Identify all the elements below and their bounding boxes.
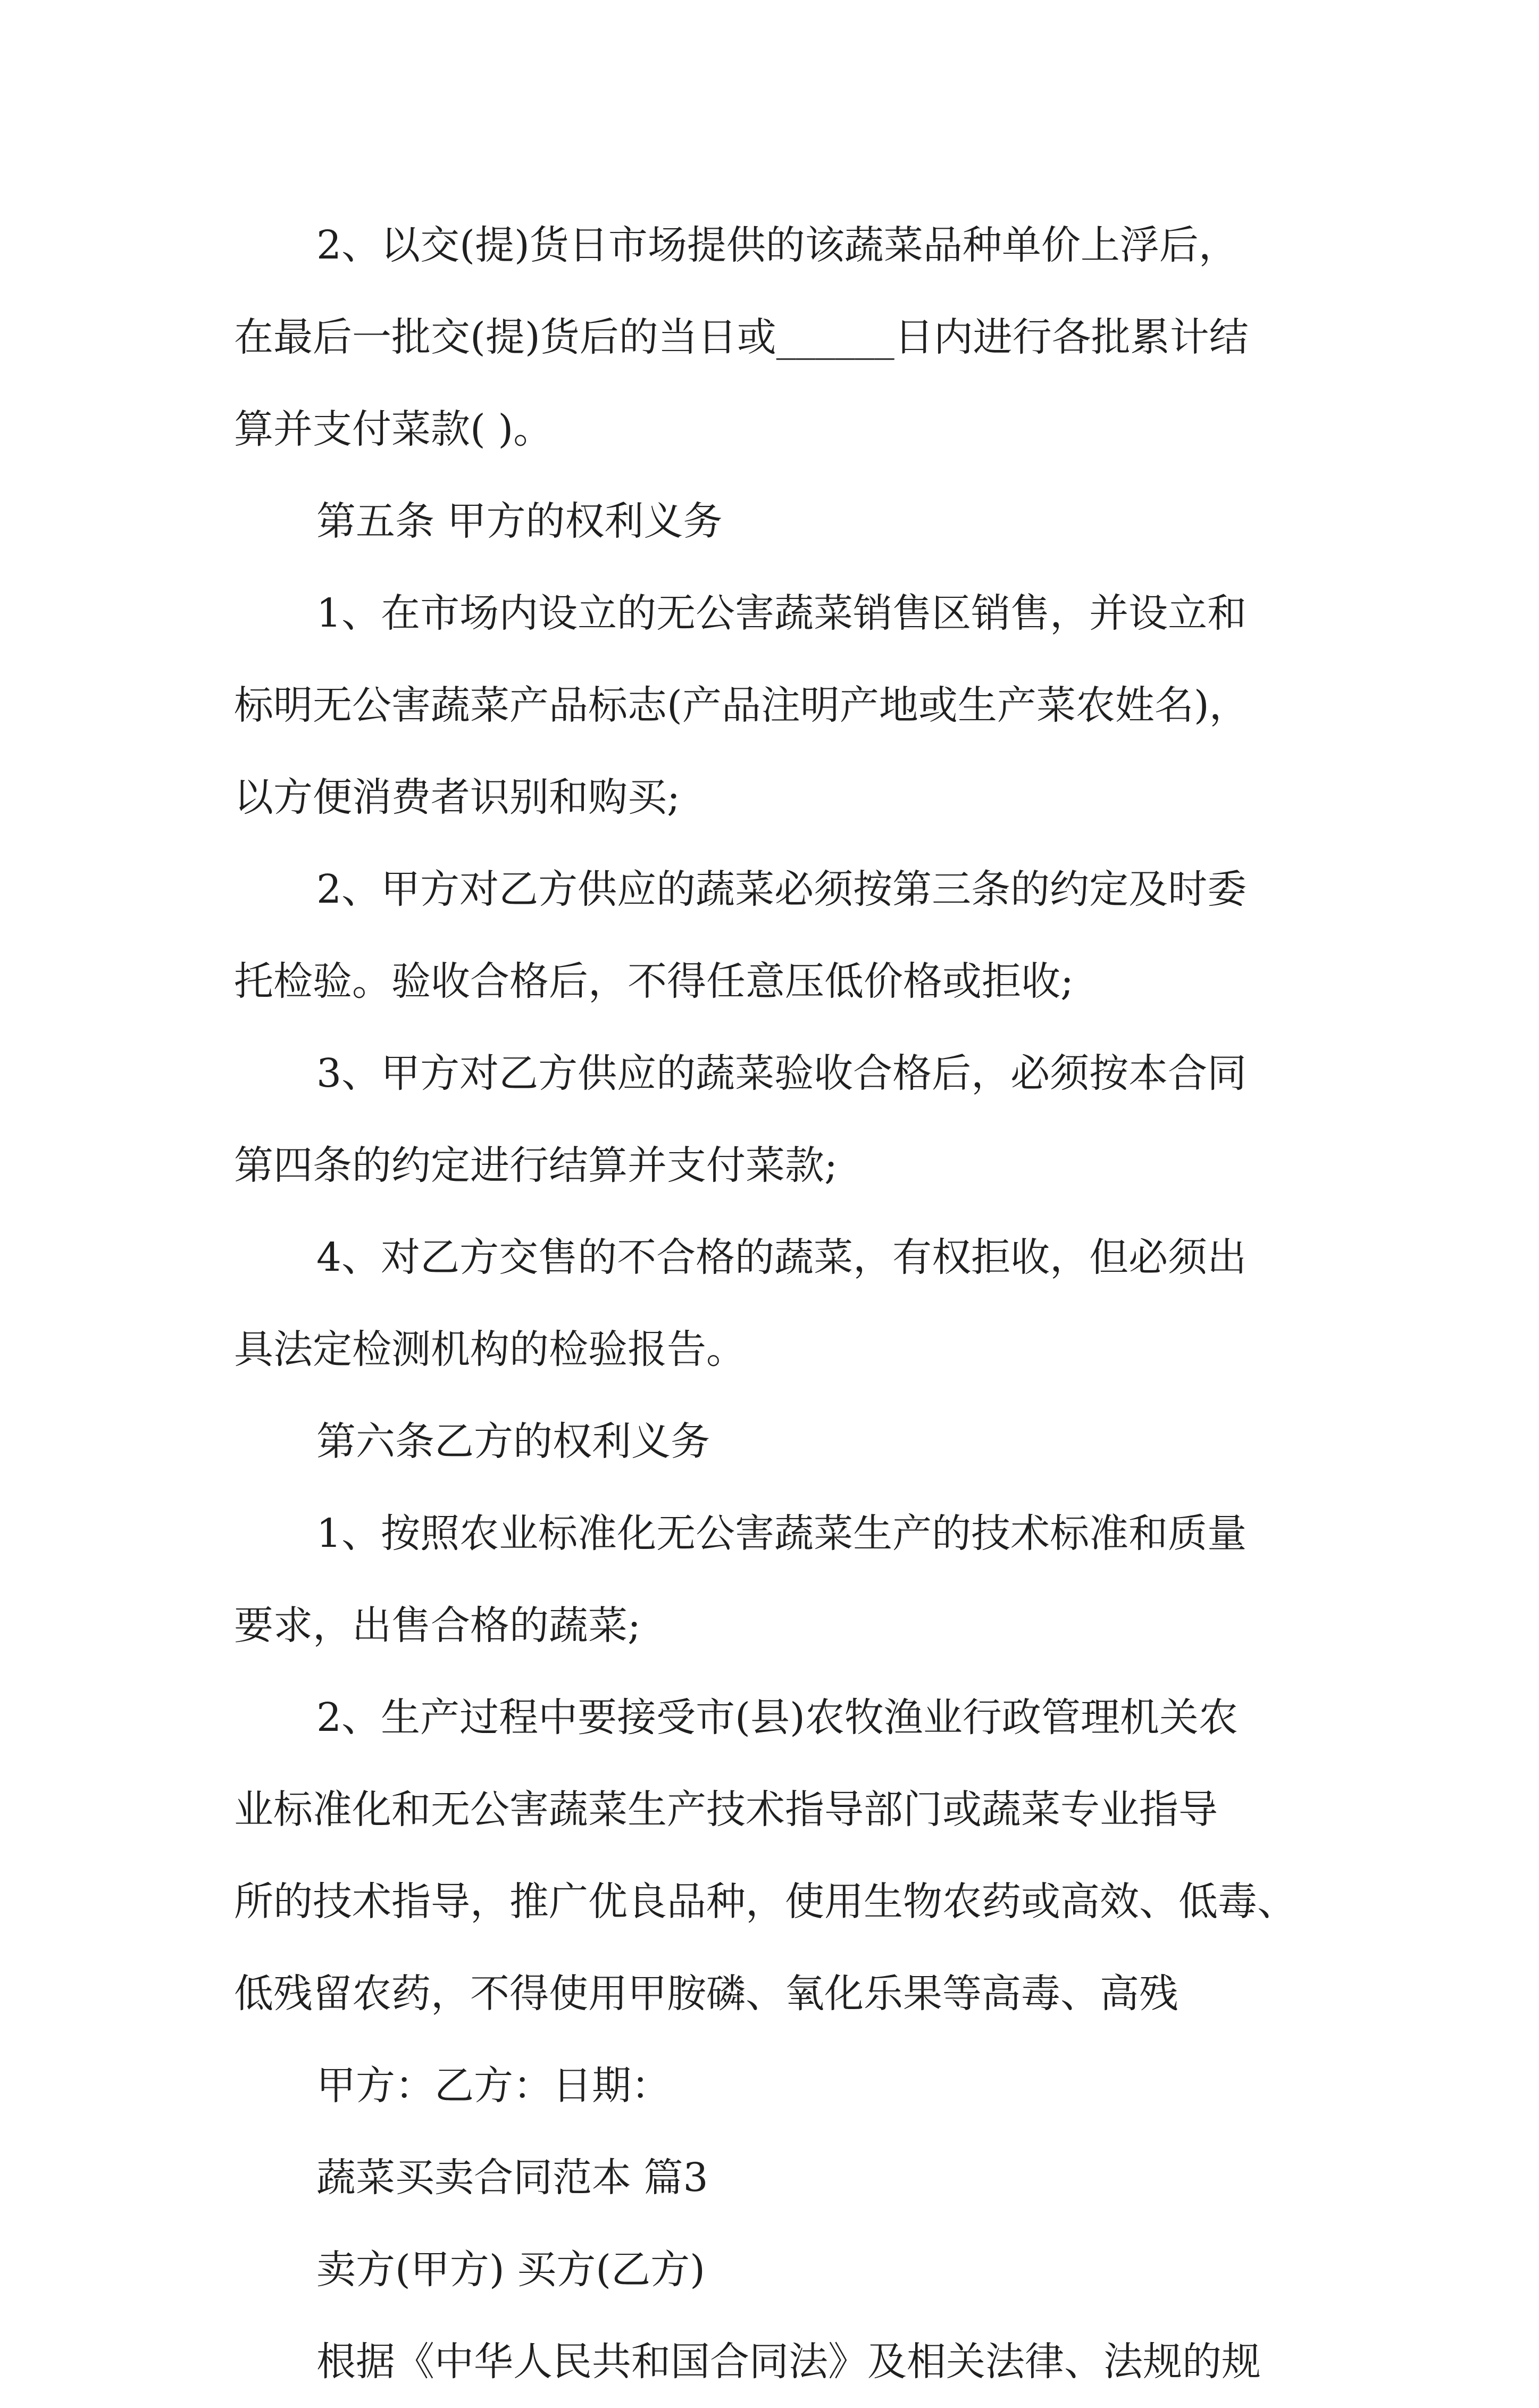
text-line: 在最后一批交(提)货后的当日或______日内进行各批累计结 (234, 314, 1249, 360)
text-line: 2、生产过程中要接受市(县)农牧渔业行政管理机关农 (316, 1695, 1238, 1740)
contract-text-block (234, 199, 1539, 2408)
text-line: 第六条乙方的权利义务 (316, 1419, 710, 1464)
text-line: 蔬菜买卖合同范本 篇3 (316, 2155, 708, 2201)
text-line: 卖方(甲方) 买方(乙方) (316, 2247, 706, 2293)
text-line: 算并支付菜款( )。 (234, 406, 553, 452)
text-line: 以方便消费者识别和购买; (234, 774, 680, 820)
text-line: 1、按照农业标准化无公害蔬菜生产的技术标准和质量 (316, 1511, 1247, 1556)
text-line: 4、对乙方交售的不合格的蔬菜，有权拒收，但必须出 (316, 1235, 1247, 1280)
text-line: 3、甲方对乙方供应的蔬菜验收合格后，必须按本合同 (316, 1051, 1247, 1096)
text-line: 根据《中华人民共和国合同法》及相关法律、法规的规 (316, 2339, 1261, 2385)
text-line: 具法定检测机构的检验报告。 (234, 1327, 746, 1372)
text-line: 托检验。验收合格后，不得任意压低价格或拒收; (234, 959, 1074, 1004)
text-line: 低残留农药，不得使用甲胺磷、氧化乐果等高毒、高残 (234, 1971, 1178, 2017)
text-line: 2、甲方对乙方供应的蔬菜必须按第三条的约定及时委 (316, 866, 1247, 912)
text-line: 甲方：乙方：日期： (316, 2063, 671, 2109)
text-line: 所的技术指导，推广优良品种，使用生物农药或高效、低毒、 (234, 1879, 1297, 1924)
text-line: 第五条 甲方的权利义务 (316, 498, 723, 544)
text-line: 2、以交(提)货日市场提供的该蔬菜品种单价上浮后， (316, 222, 1238, 268)
text-line: 1、在市场内设立的无公害蔬菜销售区销售，并设立和 (316, 590, 1247, 636)
text-line: 业标准化和无公害蔬菜生产技术指导部门或蔬菜专业指导 (234, 1787, 1218, 1832)
text-line: 要求，出售合格的蔬菜; (234, 1603, 641, 1648)
text-line: 第四条的约定进行结算并支付菜款; (234, 1143, 838, 1188)
text-line: 标明无公害蔬菜产品标志(产品注明产地或生产菜农姓名)， (234, 682, 1249, 728)
